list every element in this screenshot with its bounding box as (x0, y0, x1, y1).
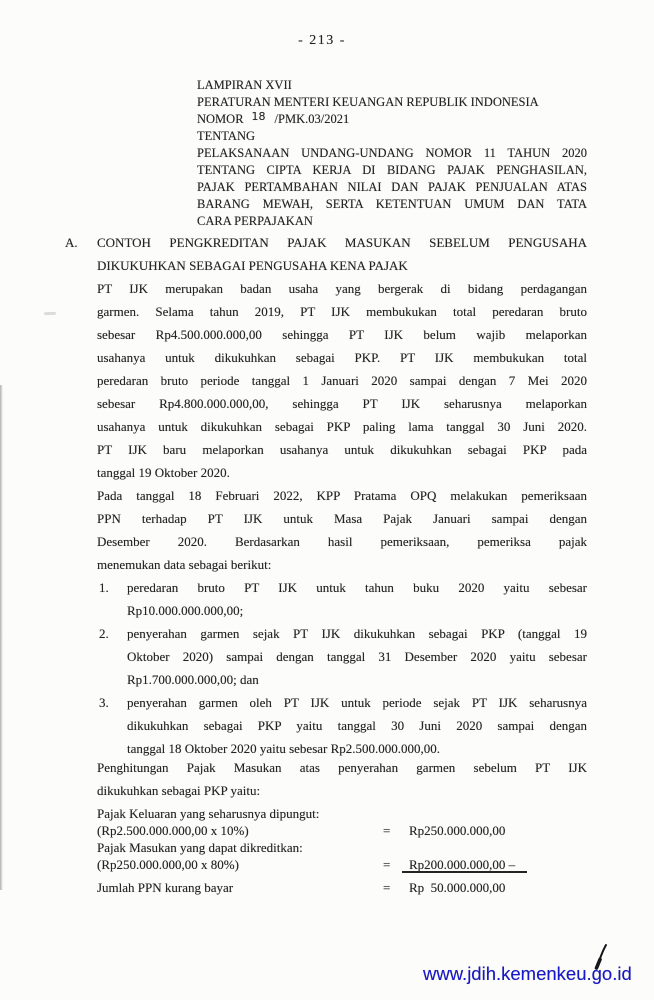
nomor-line (197, 111, 587, 128)
calculation-row (97, 822, 587, 839)
text-line: sebesar Rp4.500.000.000,00 sehingga PT IJK belum wajib melaporkan (97, 327, 587, 342)
text-line: penyerahan garmen sejak PT IJK dikukuhkan sebagai PKP (tanggal 19 (127, 626, 587, 641)
text-line: usahanya untuk dikukuhkan sebagai PKP. PT IJK membukukan total (97, 350, 587, 365)
list-item (97, 622, 587, 691)
paragraph-3 (97, 756, 587, 802)
nomor-suffix: /PMK.03/2021 (274, 112, 350, 126)
calc-value: Rp250.000.000,00 (409, 823, 506, 838)
list-item-text (127, 691, 587, 760)
scan-artifact (44, 312, 56, 315)
list-number: 2. (99, 626, 109, 641)
calculation-block (97, 805, 587, 896)
list-item-text (127, 576, 587, 622)
page-number: - 213 - (298, 33, 346, 48)
section-heading (97, 231, 587, 277)
text-line: dikukuhkan sebagai PKP yaitu: (97, 783, 261, 798)
text-line: PT IJK baru melaporkan usahanya untuk dikukuhkan sebagai PKP pada (97, 442, 587, 457)
section-content (97, 231, 587, 896)
text-line: dikukuhkan sebagai PKP yaitu tanggal 30 Juni 2020 sampai dengan (127, 718, 587, 733)
text-line: menemukan data sebagai berikut: (97, 557, 272, 572)
text-line: tanggal 19 Oktober 2020. (97, 465, 230, 480)
paragraph-2 (97, 484, 587, 576)
list-item (97, 576, 587, 622)
text-line: Rp10.000.000.000,00; (127, 603, 244, 618)
regulation-title (197, 145, 587, 230)
calc-label: (Rp250.000.000,00 x 80%) (97, 857, 239, 872)
calc-label: Pajak Masukan yang dapat dikreditkan: (97, 840, 303, 855)
text-line: DIKUKUHKAN SEBAGAI PENGUSAHA KENA PAJAK (97, 258, 408, 273)
text-line: Rp1.700.000.000,00; dan (127, 672, 259, 687)
calculation-row (97, 879, 587, 896)
calculation-row (97, 839, 587, 856)
text-line: Desember 2020. Berdasarkan hasil pemeriksaan, pemeriksa pajak (97, 534, 587, 549)
scan-edge-shadow (0, 385, 3, 890)
calc-equals-sign (383, 839, 409, 856)
calc-label: Jumlah PPN kurang bayar (97, 880, 234, 895)
calc-equals-sign (383, 805, 409, 822)
text-line: CARA PERPAJAKAN (197, 214, 313, 228)
list-item-text (127, 622, 587, 691)
numbered-list (97, 576, 587, 760)
text-line: Oktober 2020) sampai dengan tanggal 31 Desember 2020 yaitu sebesar (127, 649, 587, 664)
calc-equals-sign: = (383, 857, 391, 872)
calc-value: Rp 50.000.000,00 (409, 880, 506, 895)
section-label: A. (65, 235, 78, 250)
paragraph-1 (97, 277, 587, 484)
text-line: PELAKSANAAN UNDANG-UNDANG NOMOR 11 TAHUN 2020 (197, 146, 587, 160)
text-line: garmen. Selama tahun 2019, PT IJK membukukan total peredaran bruto (97, 304, 587, 319)
text-line: peredaran bruto periode tanggal 1 Januari 2020 sampai dengan 7 Mei 2020 (97, 373, 587, 388)
text-line: sebesar Rp4.800.000.000,00, sehingga PT IJK seharusnya melaporkan (97, 396, 587, 411)
document-header (197, 77, 587, 230)
text-line: TENTANG CIPTA KERJA DI BIDANG PAJAK PENGHASILAN, (197, 163, 587, 177)
calculation-row (97, 805, 587, 822)
nomor-number: 18 (251, 111, 266, 123)
list-number: 1. (99, 580, 109, 595)
text-line: penyerahan garmen oleh PT IJK untuk periode sejak PT IJK seharusnya (127, 695, 587, 710)
calc-equals-sign: = (383, 823, 391, 838)
calc-label: Pajak Keluaran yang seharusnya dipungut: (97, 806, 320, 821)
text-line: PPN terhadap PT IJK untuk Masa Pajak Januari sampai dengan (97, 511, 587, 526)
text-line: Pada tanggal 18 Februari 2022, KPP Pratama OPQ melakukan pemeriksaan (97, 488, 587, 503)
calc-equals-sign: = (383, 880, 391, 895)
footer-url-link[interactable]: www.jdih.kemenkeu.go.id (423, 963, 632, 984)
tentang-label: TENTANG (197, 129, 256, 143)
section-a (65, 231, 587, 896)
text-line: tanggal 18 Oktober 2020 yaitu sebesar Rp2.500.000.000,00. (127, 741, 441, 756)
lampiran-label: LAMPIRAN XVII (197, 78, 292, 92)
nomor-label: NOMOR (197, 112, 244, 126)
list-number: 3. (99, 695, 109, 710)
list-item (97, 691, 587, 760)
text-line: BARANG MEWAH, SERTA KETENTUAN UMUM DAN TATA (197, 197, 587, 211)
calculation-row (97, 856, 587, 873)
text-line: Penghitungan Pajak Masukan atas penyerahan garmen sebelum PT IJK (97, 760, 587, 775)
calc-label: (Rp2.500.000.000,00 x 10%) (97, 823, 249, 838)
text-line: CONTOH PENGKREDITAN PAJAK MASUKAN SEBELUM PENGUSAHA (97, 235, 587, 250)
text-line: usahanya untuk dikukuhkan sebagai PKP paling lama tanggal 30 Juni 2020. (97, 419, 587, 434)
calc-value: Rp200.000.000,00 – (402, 856, 527, 873)
text-line: PAJAK PERTAMBAHAN NILAI DAN PAJAK PENJUALAN ATAS (197, 180, 587, 194)
peraturan-title: PERATURAN MENTERI KEUANGAN REPUBLIK INDONESIA (197, 95, 539, 109)
text-line: peredaran bruto PT IJK untuk tahun buku 2020 yaitu sebesar (127, 580, 587, 595)
text-line: PT IJK merupakan badan usaha yang bergerak di bidang perdagangan (97, 281, 587, 296)
